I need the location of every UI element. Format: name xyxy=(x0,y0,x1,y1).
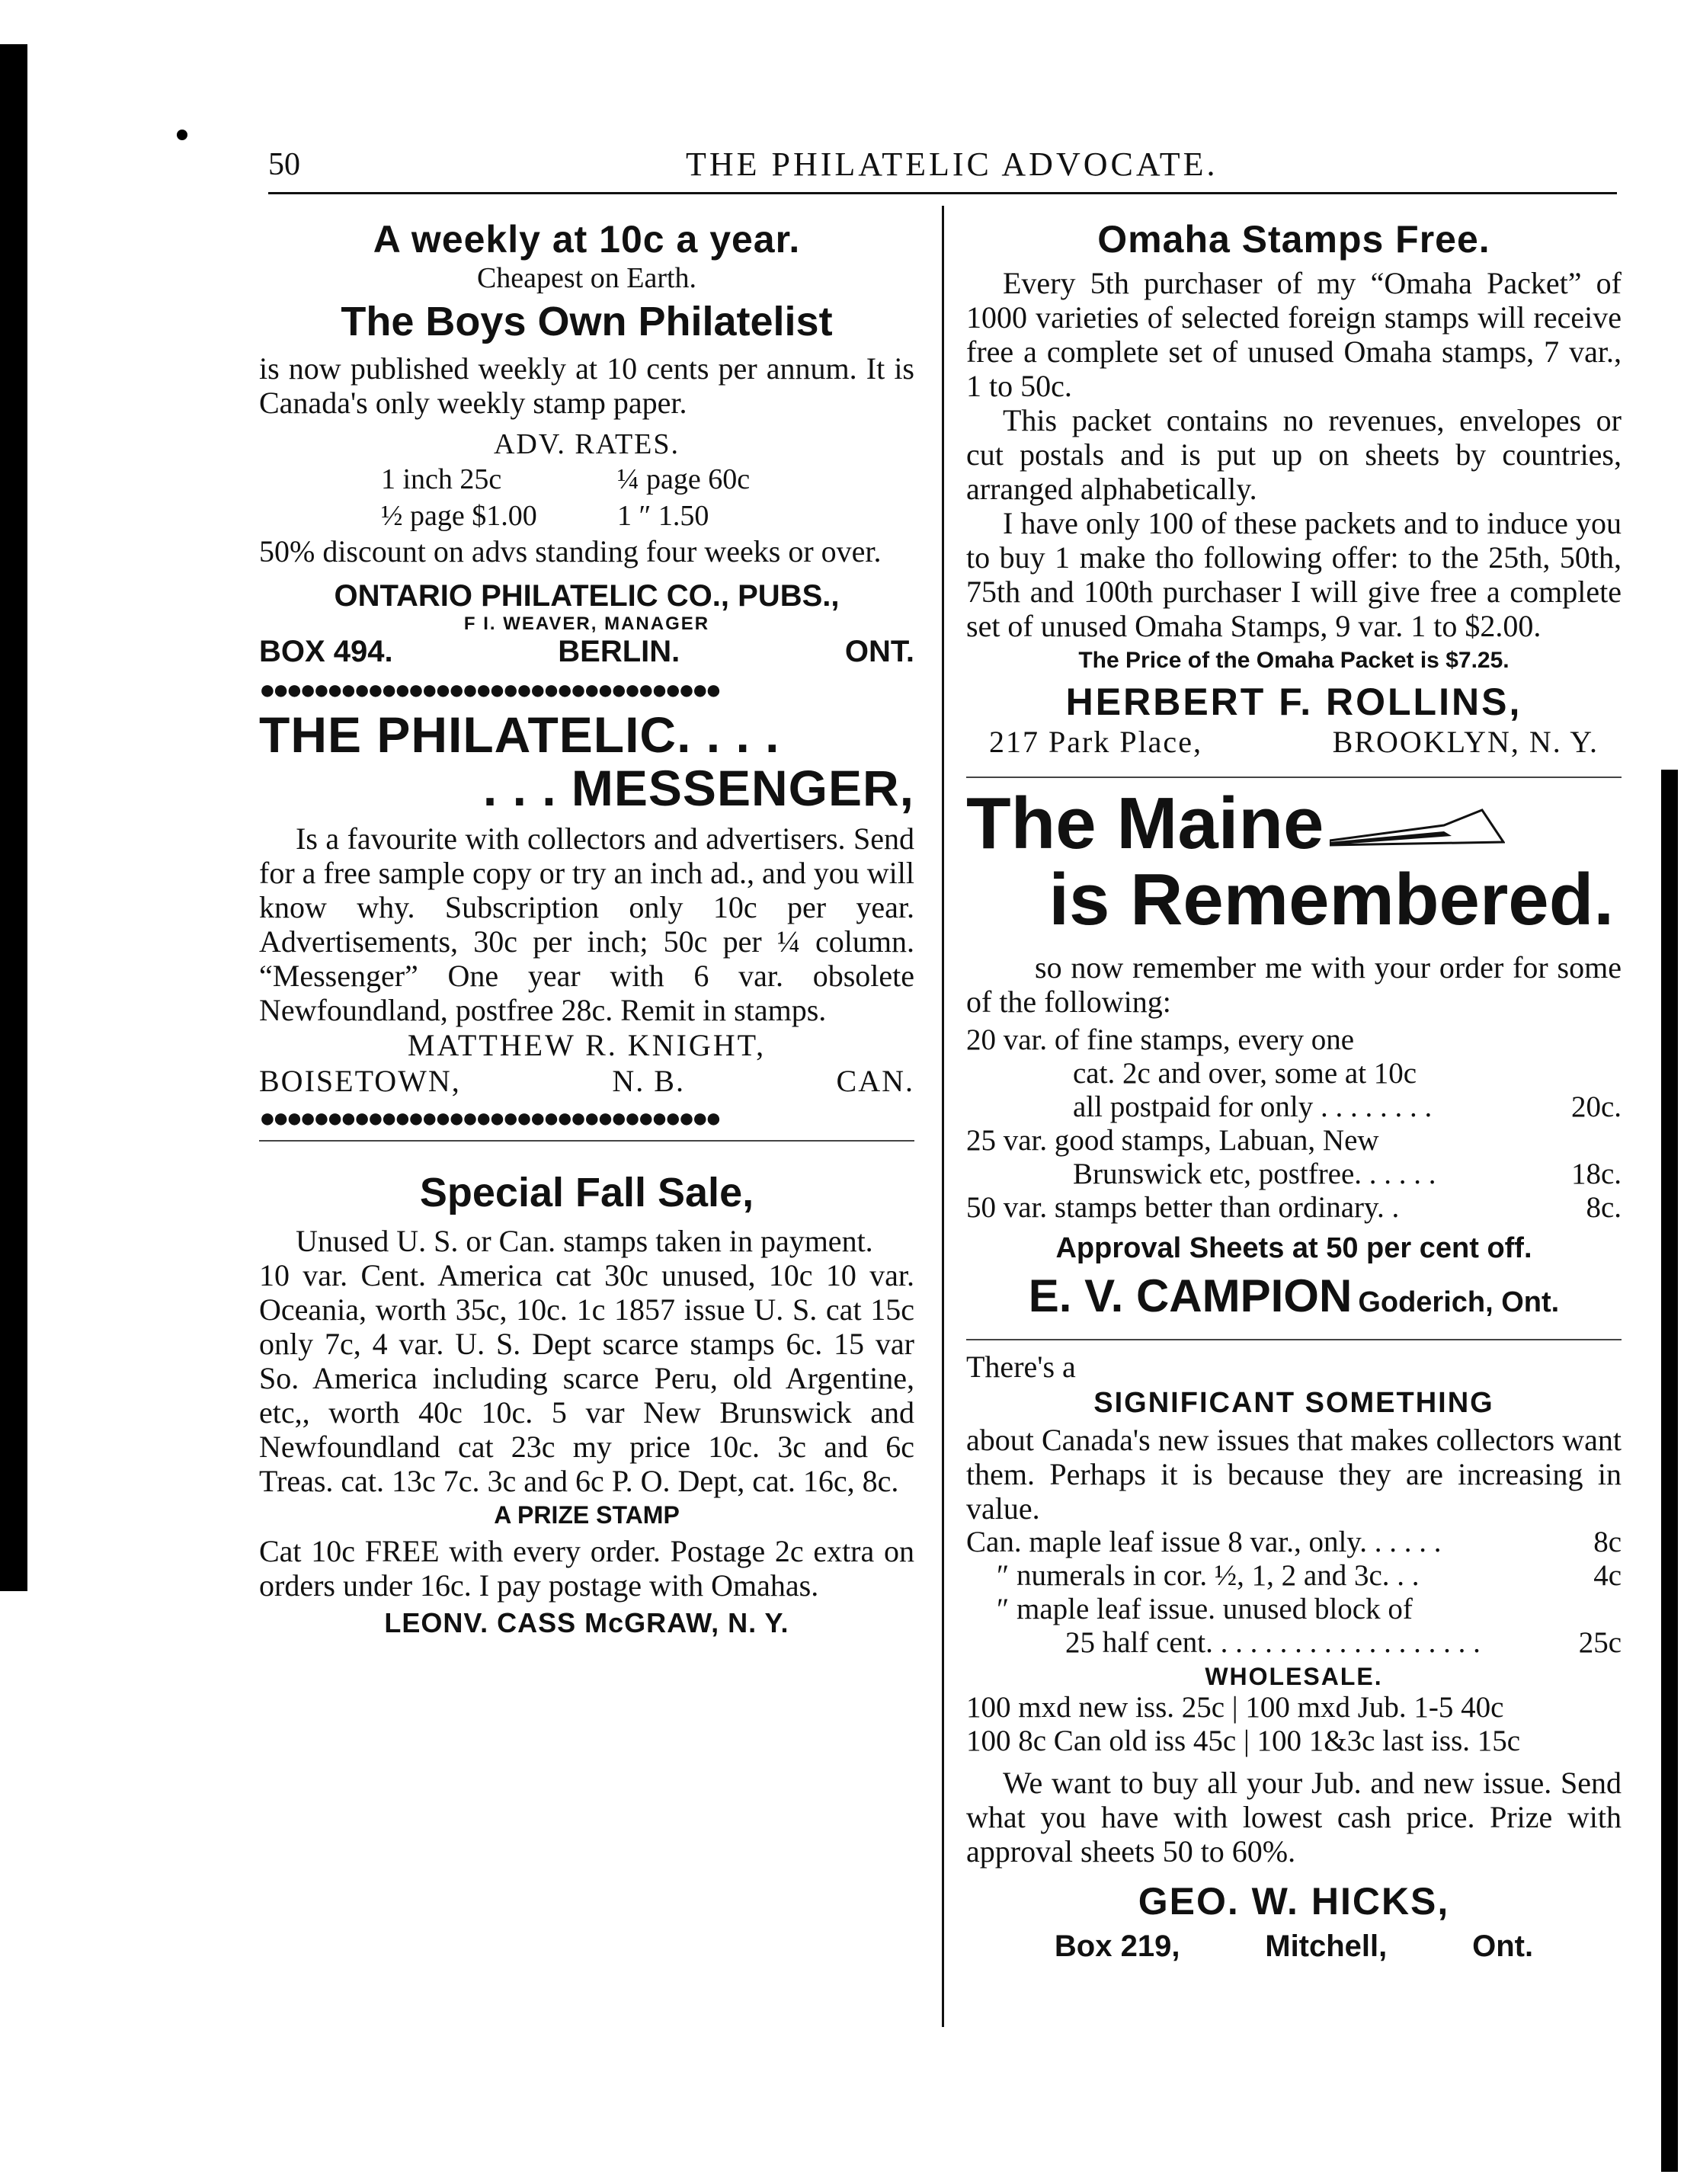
bead-divider: ●●●●●●●●●●●●●●●●●●●●●●●●●●●●●●●●●● xyxy=(259,1103,719,1133)
ad-title-line2: . . . MESSENGER, xyxy=(482,760,914,816)
bead-divider: ●●●●●●●●●●●●●●●●●●●●●●●●●●●●●●●●●● xyxy=(259,674,719,705)
ad-body-3: I have only 100 of these packets and to induce you to buy 1 make tho following offer: to the 25th, 50th, 75th and 100th purchaser I will give free a complete set of unused Omaha Stamps, 9 var. 1 to $2.00. xyxy=(966,506,1622,643)
advertiser-name: E. V. CAMPION xyxy=(1028,1270,1353,1321)
right-column xyxy=(966,217,1622,1964)
publisher-name: ONTARIO PHILATELIC CO., PUBS., xyxy=(334,579,840,613)
address-city: BROOKLYN, N. Y. xyxy=(1332,725,1599,759)
item-text: ″ maple leaf issue. unused block of xyxy=(997,1593,1413,1625)
wholesale-heading: WHOLESALE. xyxy=(1205,1663,1383,1690)
item-price: 4c xyxy=(1593,1559,1622,1592)
address-province: ONT. xyxy=(844,635,914,668)
list-item xyxy=(966,1057,1622,1090)
item-price: 8c xyxy=(1593,1526,1622,1558)
scan-edge-bar xyxy=(0,44,27,1591)
ad-title-line2: is Remembered. xyxy=(1048,859,1614,940)
scan-dot xyxy=(177,130,187,140)
item-text: cat. 2c and over, some at 10c xyxy=(1073,1057,1417,1090)
ad-body: is now published weekly at 10 cents per annum. It is Canada's only weekly stamp paper. xyxy=(259,351,914,420)
list-item xyxy=(966,1124,1622,1158)
address-town: Mitchell, xyxy=(1265,1929,1388,1963)
advertiser-signature: LEONV. CASS McGRAW, N. Y. xyxy=(384,1607,789,1638)
list-item xyxy=(966,1526,1622,1559)
address-country: CAN. xyxy=(836,1064,914,1098)
list-item xyxy=(966,1191,1622,1225)
section-rule xyxy=(966,777,1622,778)
page-number: 50 xyxy=(268,147,300,182)
ad-body-2: We want to buy all your Jub. and new issue. Send what you have with lowest cash price. Prize with approval sheets 50 to 60%. xyxy=(966,1766,1622,1869)
rates-row xyxy=(259,498,914,534)
wholesale-line: 100 8c Can old iss 45c | 100 1&3c last iss. 15c xyxy=(966,1724,1521,1757)
column-rule xyxy=(942,206,944,2027)
rate-cell: 1 inch 25c xyxy=(381,463,502,495)
list-item xyxy=(966,1593,1622,1626)
rate-cell: ¼ page 60c xyxy=(617,463,751,495)
list-item xyxy=(966,1559,1622,1593)
omaha-ad xyxy=(966,217,1622,760)
rates-row xyxy=(259,461,914,498)
ad-body-offer: Cat 10c FREE with every order. Postage 2c extra on orders under 16c. I pay postage with Omahas. xyxy=(259,1534,914,1603)
advertiser-address xyxy=(966,724,1622,760)
ad-intro: so now remember me with your order for some of the following: xyxy=(966,950,1622,1019)
packet-price: The Price of the Omaha Packet is $7.25. xyxy=(1078,648,1510,673)
list-item xyxy=(966,1626,1622,1660)
offer-list xyxy=(966,1023,1622,1225)
ad-body-2: This packet contains no revenues, envelopes or cut postals and is put up on sheets by countries, arranged alphabetically. xyxy=(966,403,1622,506)
address-town: BOISETOWN, xyxy=(259,1064,461,1098)
section-rule xyxy=(966,1339,1622,1340)
header-rule xyxy=(268,192,1617,194)
ad-body-intro: Unused U. S. or Can. stamps taken in payment. xyxy=(296,1224,873,1258)
left-column xyxy=(259,217,914,1639)
messenger-ad xyxy=(259,706,914,1099)
address-box: BOX 494. xyxy=(259,635,393,668)
prize-heading: A PRIZE STAMP xyxy=(494,1501,680,1529)
item-text: 20 var. of fine stamps, every one xyxy=(966,1023,1355,1056)
list-item xyxy=(966,1090,1622,1124)
ad-title: Omaha Stamps Free. xyxy=(1097,218,1490,261)
advertiser-name: GEO. W. HICKS, xyxy=(1138,1880,1450,1923)
advertiser-address xyxy=(966,1929,1622,1964)
approval-sheets-offer: Approval Sheets at 50 per cent off. xyxy=(1055,1232,1532,1264)
ad-body: Is a favourite with collectors and advertisers. Send for a free sample copy or try an inch ad., and you will know why. Subscription only 10c per year. Advertisements, 30c per inch; 50c per ¼ column. “Messenger” One year with 6 var. obsolete Newfoundland, postfree 28c. Remit in stamps. xyxy=(259,821,914,1027)
boys-own-ad xyxy=(259,217,914,669)
rate-cell: 1 ″ 1.50 xyxy=(617,500,709,532)
item-text: ″ numerals in cor. ½, 1, 2 and 3c. . . xyxy=(997,1559,1420,1592)
rate-cell: ½ page $1.00 xyxy=(381,500,537,532)
advertiser-line xyxy=(966,1270,1622,1322)
fall-sale-ad xyxy=(259,1169,914,1639)
offer-list xyxy=(966,1526,1622,1660)
ad-body-1: Every 5th purchaser of my “Omaha Packet” of 1000 varieties of selected foreign stamps will receive free a complete set of unused Omaha stamps, 7 var., 1 to 50c. xyxy=(966,266,1622,403)
scan-edge-bar-right xyxy=(1661,770,1678,2172)
list-item xyxy=(966,1023,1622,1057)
item-text: 25 var. good stamps, Labuan, New xyxy=(966,1124,1379,1157)
address-province: N. B. xyxy=(612,1064,685,1098)
ad-headline: A weekly at 10c a year. xyxy=(373,218,801,261)
item-price: 25c xyxy=(1578,1626,1622,1659)
item-text: Brunswick etc, postfree. . . . . . xyxy=(1073,1158,1436,1190)
publisher-manager: F I. WEAVER, MANAGER xyxy=(463,613,710,634)
address-box: Box 219, xyxy=(1054,1929,1180,1963)
item-text: 25 half cent. . . . . . . . . . . . . . . . . . . xyxy=(1065,1626,1481,1659)
section-rule xyxy=(259,1140,914,1142)
advertiser-name: MATTHEW R. KNIGHT, xyxy=(407,1028,767,1062)
ad-lead: There's a xyxy=(966,1350,1076,1384)
discount-text: 50% discount on advs standing four weeks or over. xyxy=(259,534,882,568)
ad-body-list: 10 var. Cent. America cat 30c unused, 10c 10 var. Oceania, worth 35c, 10c. 1c 1857 issue U. S. cat 15c only 7c, 4 var. U. S. Dept scarce stamps 6c. 15 var So. America including scarce Peru, old Argentine, etc,, worth 40c 10c. 5 var New Brunswick and Newfoundland cat 23c my price 10c. 3c and 6c Treas. cat. 13c 7c. 3c and 6c P. O. Dept, cat. 16c, 8c. xyxy=(259,1258,914,1498)
advertiser-address xyxy=(259,1063,914,1099)
ad-body: about Canada's new issues that makes collectors want them. Perhaps it is because they are increasing in value. xyxy=(966,1423,1622,1526)
advertiser-town: Goderich, Ont. xyxy=(1358,1286,1560,1318)
item-price: 8c. xyxy=(1586,1191,1622,1224)
publisher-address xyxy=(259,635,914,669)
ad-title: Special Fall Sale, xyxy=(419,1170,754,1215)
maine-ad xyxy=(966,783,1622,1322)
hicks-ad xyxy=(966,1350,1622,1964)
page-header: THE PHILATELIC ADVOCATE. xyxy=(686,146,1218,183)
item-text: all postpaid for only . . . . . . . . xyxy=(1073,1090,1433,1123)
battleship-icon xyxy=(1330,802,1505,848)
wholesale-list xyxy=(966,1691,1622,1758)
ad-title: SIGNIFICANT SOMETHING xyxy=(1093,1387,1494,1419)
list-item xyxy=(966,1158,1622,1191)
item-price: 20c. xyxy=(1570,1090,1622,1123)
item-price: 18c. xyxy=(1570,1158,1622,1190)
address-province: Ont. xyxy=(1472,1929,1534,1963)
wholesale-line: 100 mxd new iss. 25c | 100 mxd Jub. 1-5 40c xyxy=(966,1691,1504,1724)
ad-title-line1 xyxy=(966,783,1622,864)
address-city: BERLIN. xyxy=(558,635,680,668)
rates-table xyxy=(259,461,914,534)
ad-title-line1: THE PHILATELIC. . . . xyxy=(259,706,780,763)
ad-title-text: The Maine xyxy=(966,783,1324,864)
item-text: 50 var. stamps better than ordinary. . xyxy=(966,1191,1400,1224)
ad-subline: Cheapest on Earth. xyxy=(476,262,697,294)
rates-heading: ADV. RATES. xyxy=(493,428,680,460)
address-street: 217 Park Place, xyxy=(989,725,1202,759)
item-text: Can. maple leaf issue 8 var., only. . . . . . xyxy=(966,1526,1442,1558)
advertiser-name: HERBERT F. ROLLINS, xyxy=(1065,680,1522,723)
ad-title: The Boys Own Philatelist xyxy=(341,299,833,344)
